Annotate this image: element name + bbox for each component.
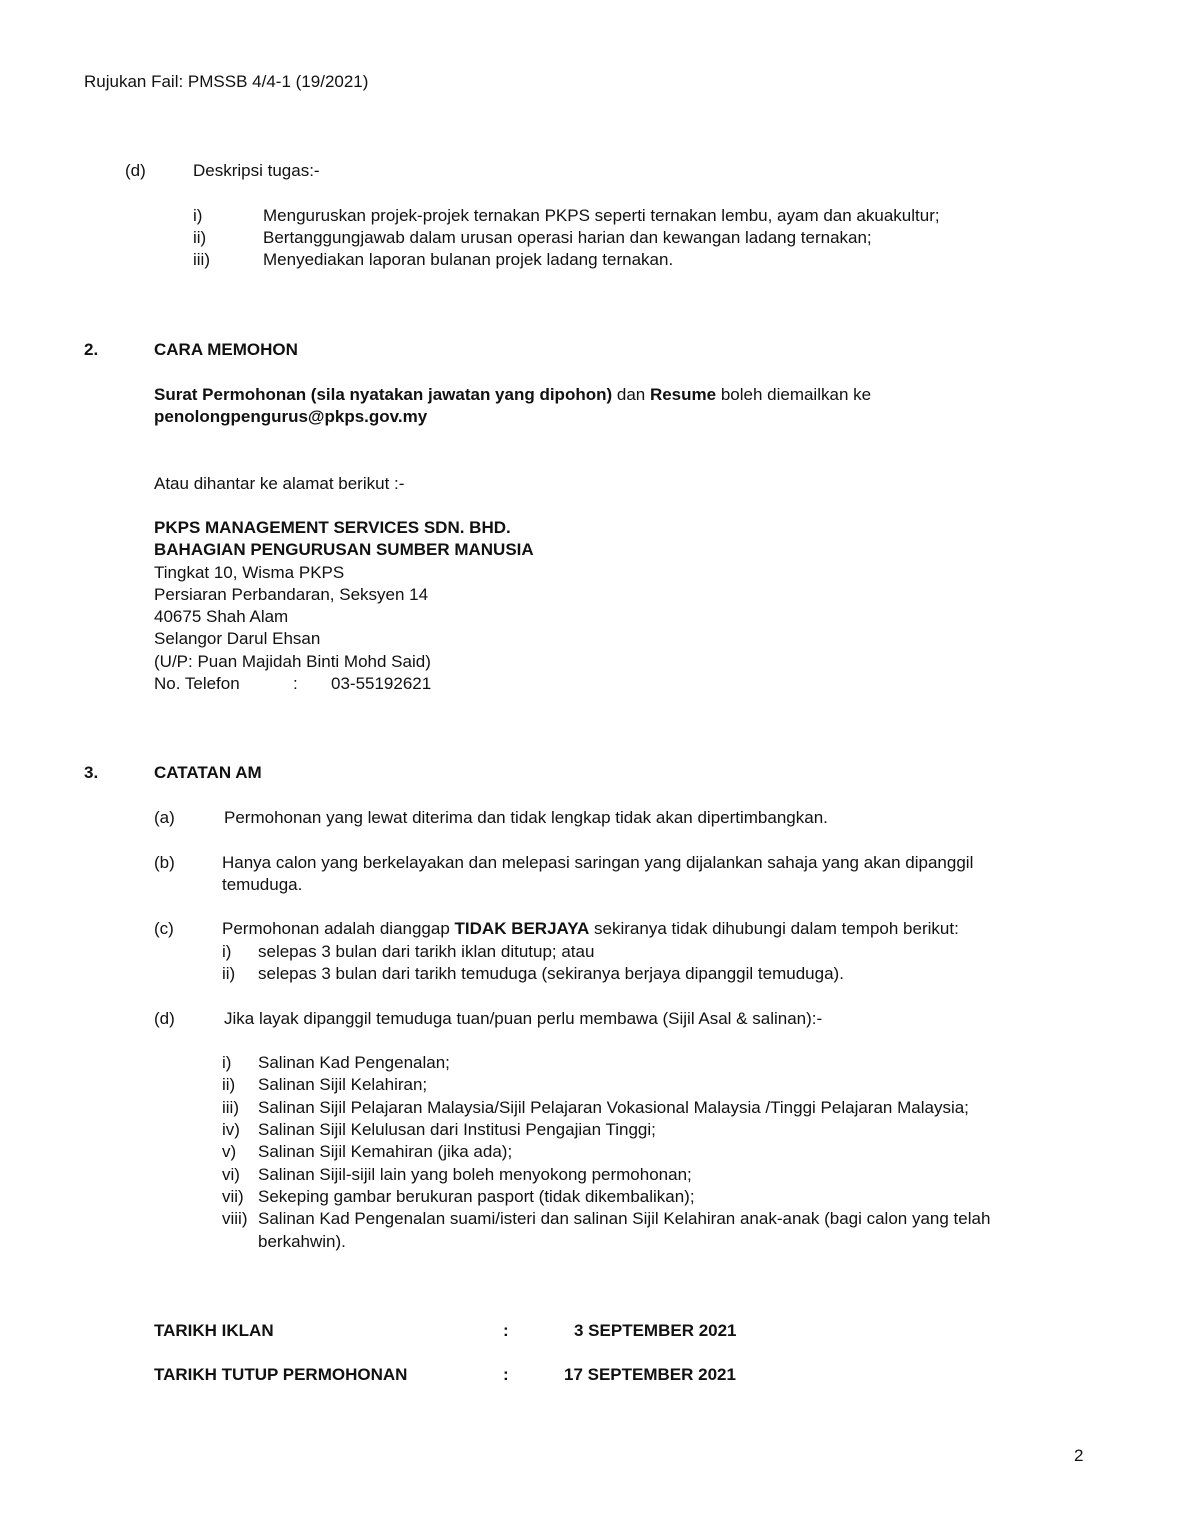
section-2-number: 2. [84,340,99,359]
note-c-bold: TIDAK BERJAYA [454,919,590,938]
list-item-number: ii) [222,1075,236,1094]
department-name: BAHAGIAN PENGURUSAN SUMBER MANUSIA [154,540,534,559]
note-c-text-2: sekiranya tidak dihubungi dalam tempoh berikut: [589,919,959,938]
address-line: Persiaran Perbandaran, Seksyen 14 [154,585,429,604]
address-line: Tingkat 10, Wisma PKPS [154,563,345,582]
list-item: Bertanggungjawab dalam urusan operasi harian dan kewangan ladang ternakan; [263,228,872,247]
list-item-number: vi) [222,1165,240,1184]
closing-date-value: 17 SEPTEMBER 2021 [564,1365,736,1384]
list-item: selepas 3 bulan dari tarikh iklan ditutup; atau [258,942,595,961]
list-item: Salinan Kad Pengenalan; [258,1053,450,1072]
list-item-number: iv) [222,1120,240,1139]
list-item-number: ii) [222,964,236,983]
file-reference: Rujukan Fail: PMSSB 4/4-1 (19/2021) [84,72,369,91]
note-a-label: (a) [154,808,175,827]
note-c-text-1: Permohonan adalah dianggap [222,919,455,938]
email-address: penolongpengurus@pkps.gov.my [154,407,428,426]
list-item-number: ii) [193,228,207,247]
phone-label: No. Telefon [154,674,240,693]
list-item: Salinan Sijil-sijil lain yang boleh menyokong permohonan; [258,1165,692,1184]
list-item-number: vii) [222,1187,244,1206]
address-line: (U/P: Puan Majidah Binti Mohd Said) [154,652,431,671]
note-d-label: (d) [154,1009,175,1028]
list-item: selepas 3 bulan dari tarikh temuduga (sekiranya berjaya dipanggil temuduga). [258,964,844,983]
list-item: Menyediakan laporan bulanan projek ladang ternakan. [263,250,674,269]
instructions-normal-2: boleh diemailkan ke [716,385,872,404]
list-item: Menguruskan projek-projek ternakan PKPS seperti ternakan lembu, ayam dan akuakultur; [263,206,940,225]
note-b-text-line-2: temuduga. [222,875,303,894]
list-item: Salinan Kad Pengenalan suami/isteri dan salinan Sijil Kelahiran anak-anak (bagi calon yang telah [258,1209,991,1228]
section-3-number: 3. [84,763,99,782]
address-intro: Atau dihantar ke alamat berikut :- [154,474,405,493]
list-item-number: i) [222,942,232,961]
list-item: Salinan Sijil Kelulusan dari Institusi Pengajian Tinggi; [258,1120,656,1139]
list-item-number: iii) [222,1098,239,1117]
list-item-number: i) [193,206,203,225]
instructions-normal-1: dan [612,385,650,404]
section-d-label: (d) [125,161,146,180]
list-item-number: i) [222,1053,232,1072]
note-b-label: (b) [154,853,175,872]
note-b-text-line-1: Hanya calon yang berkelayakan dan melepasi saringan yang dijalankan sahaja yang akan dipanggil [222,853,974,872]
list-item-number: viii) [222,1209,248,1228]
phone-separator: : [293,674,298,693]
closing-date-separator: : [503,1365,509,1384]
address-line: Selangor Darul Ehsan [154,629,321,648]
list-item-continuation: berkahwin). [258,1232,346,1251]
list-item: Sekeping gambar berukuran pasport (tidak dikembalikan); [258,1187,695,1206]
list-item: Salinan Sijil Kemahiran (jika ada); [258,1142,513,1161]
ad-date-separator: : [503,1321,509,1340]
instructions-bold-1: Surat Permohonan (sila nyatakan jawatan yang dipohon) [154,385,613,404]
instructions-bold-2: Resume [649,385,717,404]
ad-date-label: TARIKH IKLAN [154,1321,274,1340]
list-item-number: v) [222,1142,237,1161]
company-name: PKPS MANAGEMENT SERVICES SDN. BHD. [154,518,511,537]
page-number: 2 [1074,1446,1084,1465]
list-item-number: iii) [193,250,210,269]
list-item: Salinan Sijil Kelahiran; [258,1075,428,1094]
section-2-title: CARA MEMOHON [154,340,298,359]
list-item: Salinan Sijil Pelajaran Malaysia/Sijil Pelajaran Vokasional Malaysia /Tinggi Pelajaran Malaysia; [258,1098,969,1117]
section-d-title: Deskripsi tugas:- [193,161,320,180]
closing-date-label: TARIKH TUTUP PERMOHONAN [154,1365,408,1384]
note-c-text [222,918,959,940]
note-a-text: Permohonan yang lewat diterima dan tidak lengkap tidak akan dipertimbangkan. [224,808,828,827]
phone-number: 03-55192621 [331,674,432,693]
ad-date-value: 3 SEPTEMBER 2021 [574,1321,737,1340]
note-c-label: (c) [154,919,174,938]
address-line: 40675 Shah Alam [154,607,289,626]
application-instructions [154,384,871,406]
section-3-title: CATATAN AM [154,763,262,782]
note-d-text: Jika layak dipanggil temuduga tuan/puan perlu membawa (Sijil Asal & salinan):- [224,1009,823,1028]
